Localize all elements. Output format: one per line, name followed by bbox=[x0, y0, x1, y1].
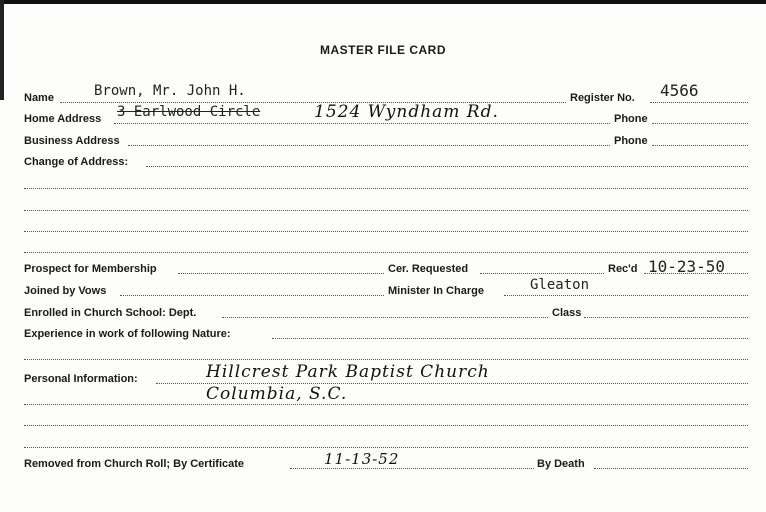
business-address-label: Business Address bbox=[24, 135, 120, 147]
change-of-address-line-3 bbox=[24, 210, 748, 211]
by-death-label: By Death bbox=[537, 458, 585, 470]
enrolled-label: Enrolled in Church School: Dept. bbox=[24, 307, 197, 319]
by-death-line bbox=[594, 468, 748, 469]
personal-info-line-3 bbox=[24, 425, 748, 426]
register-no-label: Register No. bbox=[570, 92, 635, 104]
home-address-struck-value: 3 Earlwood Circle bbox=[117, 104, 261, 120]
personal-info-line1-value: Hillcrest Park Baptist Church bbox=[206, 362, 490, 382]
joined-by-vows-line bbox=[120, 295, 384, 296]
prospect-line bbox=[178, 273, 384, 274]
home-address-line bbox=[114, 123, 610, 124]
minister-value: Gleaton bbox=[530, 277, 590, 293]
personal-info-line-2 bbox=[24, 404, 748, 405]
cer-requested-line bbox=[480, 273, 604, 274]
removed-label: Removed from Church Roll; By Certificate bbox=[24, 458, 245, 470]
change-of-address-line-1 bbox=[146, 166, 748, 167]
home-phone-line bbox=[652, 123, 748, 124]
personal-info-label: Personal Information: bbox=[24, 373, 138, 385]
cer-requested-label: Cer. Requested bbox=[388, 263, 469, 275]
change-of-address-line-5 bbox=[24, 252, 748, 253]
register-no-line bbox=[650, 102, 748, 103]
experience-line-1 bbox=[272, 338, 748, 339]
business-address-line bbox=[128, 145, 610, 146]
class-label: Class bbox=[552, 307, 582, 319]
recd-label: Rec'd bbox=[608, 263, 638, 275]
minister-line bbox=[504, 295, 748, 296]
home-address-new-value: 1524 Wyndham Rd. bbox=[314, 102, 499, 122]
removed-by-certificate-value: 11-13-52 bbox=[324, 450, 400, 468]
class-line bbox=[584, 317, 748, 318]
business-phone-label: Phone bbox=[614, 135, 648, 147]
personal-info-line2-value: Columbia, S.C. bbox=[206, 384, 348, 404]
name-label: Name bbox=[24, 92, 54, 104]
name-value: Brown, Mr. John H. bbox=[94, 83, 246, 99]
personal-info-line-4 bbox=[24, 447, 748, 448]
change-of-address-line-2 bbox=[24, 188, 748, 189]
change-of-address-label: Change of Address: bbox=[24, 156, 129, 168]
business-phone-line bbox=[652, 145, 748, 146]
joined-by-vows-label: Joined by Vows bbox=[24, 285, 107, 297]
register-no-value: 4566 bbox=[660, 81, 699, 100]
prospect-label: Prospect for Membership bbox=[24, 263, 157, 275]
experience-label: Experience in work of following Nature: bbox=[24, 328, 231, 340]
recd-date-value: 10-23-50 bbox=[648, 257, 726, 276]
minister-label: Minister In Charge bbox=[388, 285, 484, 297]
home-address-label: Home Address bbox=[24, 113, 102, 125]
home-phone-label: Phone bbox=[614, 113, 648, 125]
enrolled-line bbox=[222, 317, 548, 318]
change-of-address-line-4 bbox=[24, 231, 748, 232]
experience-line-2 bbox=[24, 359, 748, 360]
removed-by-certificate-line bbox=[290, 468, 534, 469]
card-title: MASTER FILE CARD bbox=[320, 43, 446, 57]
card-top-edge bbox=[0, 0, 766, 4]
